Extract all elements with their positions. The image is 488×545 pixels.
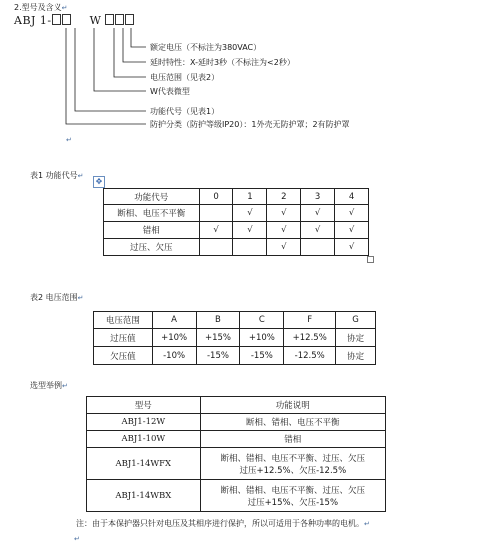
table3-desc-line: 过压+15%、欠压-15% [247,497,339,508]
table-resize-handle[interactable] [367,256,374,263]
label-protection: 防护分类（防护等级IP20）：1外壳无防护罩；2有防护罩 [150,120,350,129]
table-row [94,329,376,347]
table1-cell: √ [199,222,233,239]
table3-caption: 选型举例↵ [30,381,68,390]
table1-header-cell: 1 [233,189,267,205]
table1-cell: √ [335,239,369,256]
section-title: 2.型号及含义↵ [14,3,68,12]
table3-desc-line: 过压+12.5%、欠压-12.5% [239,465,347,476]
table2-cell: +10% [152,329,196,347]
table2-cell: -15% [240,347,284,365]
table2-cell: -15% [196,347,240,365]
table3-desc-line: 断相、错相、电压不平衡、过压、欠压 [220,485,366,496]
table2-header-cell: C [240,312,284,329]
table2-row-label: 过压值 [94,329,153,347]
table2-caption: 表2 电压范围↵ [30,293,84,302]
table1-row-label: 断相、电压不平衡 [104,205,200,222]
table1-header-cell: 0 [199,189,233,205]
table1-header-cell: 功能代号 [104,189,200,205]
table2-row-label: 欠压值 [94,347,153,365]
model-w: W [89,14,102,27]
table1-header-cell: 3 [301,189,335,205]
table-move-handle-icon[interactable]: ✥ [93,176,105,188]
table1-row-label: 错相 [104,222,200,239]
label-rated-voltage: 额定电压（不标注为380VAC） [150,43,262,52]
table1-cell: √ [267,239,301,256]
table1-cell: √ [267,205,301,222]
table3-model: ABJ1-12W [87,414,201,431]
table2-cell: -10% [152,347,196,365]
table-row [104,222,369,239]
table1-cell: √ [267,222,301,239]
table3 [86,396,386,512]
para-mark: ↵ [74,535,80,543]
table2-header-row [94,312,376,329]
table1-cell: √ [233,222,267,239]
table3-desc [200,448,385,480]
table-row [87,448,386,480]
table3-desc: 断相、错相、电压不平衡 [200,414,385,431]
table1-cell: √ [301,205,335,222]
label-function-code: 功能代号（见表1） [150,107,220,116]
table-row [87,480,386,512]
para-mark: ↵ [66,136,72,144]
table1-cell: √ [301,222,335,239]
table2-cell: +10% [240,329,284,347]
table1-row-label: 过压、欠压 [104,239,200,256]
table1-header-cell: 4 [335,189,369,205]
table2-header-cell: 电压范围 [94,312,153,329]
table-row [87,431,386,448]
table2-header-cell: A [152,312,196,329]
table3-header-cell: 型号 [87,397,201,414]
model-prefix: ABJ 1- [14,14,52,27]
table2-header-cell: G [336,312,376,329]
label-micro: W代表微型 [150,87,190,96]
table1-cell: √ [233,205,267,222]
table2 [93,311,376,365]
table3-model: ABJ1-14WBX [87,480,201,512]
table2-cell: -12.5% [284,347,336,365]
table1-cell [301,239,335,256]
table1 [103,188,369,256]
table1-header-row [104,189,369,205]
note-text: 注：由于本保护器只针对电压及其相序进行保护，所以可适用于各种功率的电机。↵ [76,519,370,528]
table3-model: ABJ1-10W [87,431,201,448]
table2-cell: 协定 [336,347,376,365]
table-row [104,239,369,256]
table2-header-cell: B [196,312,240,329]
table1-cell [199,205,233,222]
table-row [94,347,376,365]
table1-cell: √ [335,205,369,222]
table1-caption: 表1 功能代号↵ [30,171,84,180]
table3-desc: 错相 [200,431,385,448]
table3-model: ABJ1-14WFX [87,448,201,480]
table1-cell [199,239,233,256]
table2-header-cell: F [284,312,336,329]
table3-header-row [87,397,386,414]
table-row [104,205,369,222]
label-delay: 延时特性：X-延时3秒（不标注为<2秒） [150,58,295,67]
label-voltage-range: 电压范围（见表2） [150,73,220,82]
table1-header-cell: 2 [267,189,301,205]
table1-cell [233,239,267,256]
table3-desc-line: 断相、错相、电压不平衡、过压、欠压 [220,453,366,464]
table2-cell: 协定 [336,329,376,347]
table3-header-cell: 功能说明 [200,397,385,414]
table1-cell: √ [335,222,369,239]
table2-cell: +15% [196,329,240,347]
table-row [87,414,386,431]
table3-desc [200,480,385,512]
table2-cell: +12.5% [284,329,336,347]
